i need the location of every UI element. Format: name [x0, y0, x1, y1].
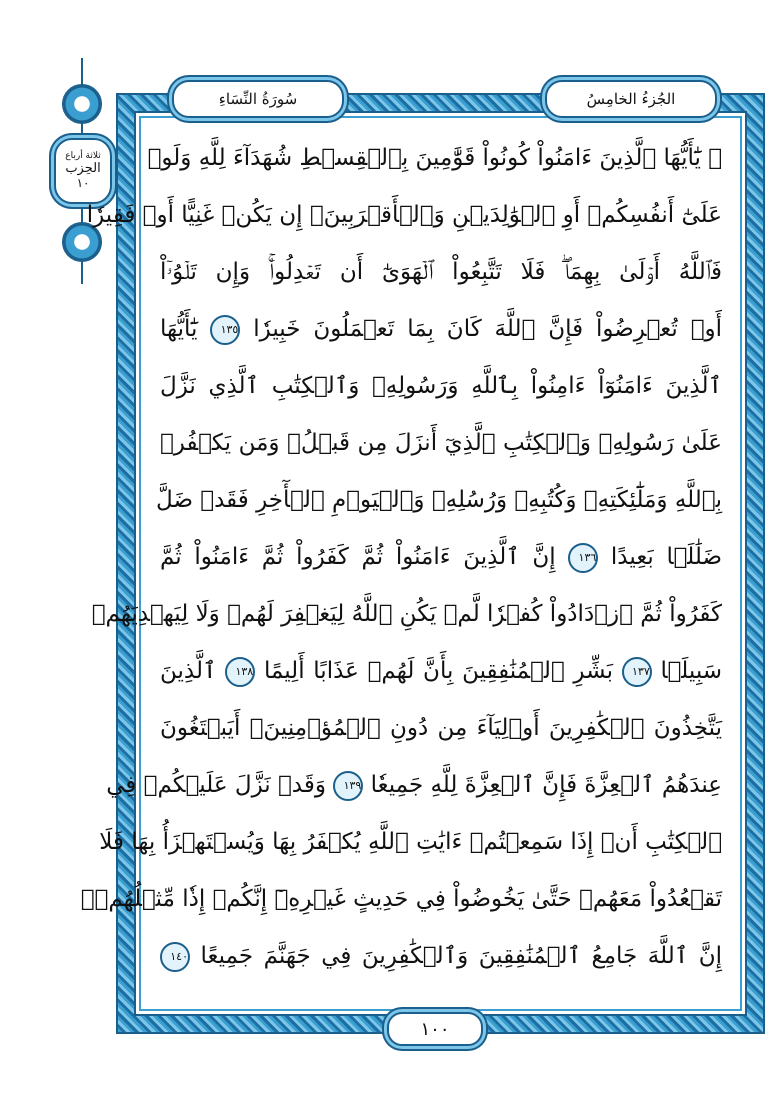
page-number-text: ١٠٠: [420, 1018, 450, 1040]
surah-name: سُورَةُ النِّسَاءِ: [218, 90, 298, 108]
text-line-12: عِندَهُمُ ٱلۡعِزَّةَ فَإِنَّ ٱلۡعِزَّةَ لِلَّهِ جَمِيعٗا ١٣٩ وَقَدۡ نَزَّلَ عَلَيۡكُمۡ فِي: [160, 757, 722, 813]
ayah-marker: ١٣٧: [622, 657, 652, 687]
juz-name: الجُزءُ الخامِسُ: [586, 90, 676, 108]
text-line-4: أَوۡ تُعۡرِضُواْ فَإِنَّ ٱللَّهَ كَانَ بِمَا تَعۡمَلُونَ خَبِيرٗا ١٣٥ يَٰٓأَيُّهَا: [160, 301, 722, 357]
surah-name-header: [172, 80, 344, 118]
ayah-marker: ١٤٠: [160, 942, 190, 972]
text-line-6: عَلَىٰ رَسُولِهِۦ وَٱلۡكِتَٰبِ ٱلَّذِيٓ أَنزَلَ مِن قَبۡلُۚ وَمَن يَكۡفُرۡ: [160, 430, 722, 456]
ayah-marker: ١٣٩: [333, 771, 363, 801]
hizb-marker: [60, 58, 104, 284]
page-number: [387, 1012, 483, 1046]
hizb-number: ١٠: [76, 175, 90, 190]
text-line-8: ضَلَٰلَۢا بَعِيدًا ١٣٦ إِنَّ ٱلَّذِينَ ءَامَنُواْ ثُمَّ كَفَرُواْ ثُمَّ ءَامَنُواْ ثُمَّ: [160, 529, 722, 585]
ayah-marker: ١٣٨: [225, 657, 255, 687]
top-medallion-ornament: [62, 84, 102, 124]
text-line-5: ٱلَّذِينَ ءَامَنُوٓاْ ءَامِنُواْ بِٱللَّهِ وَرَسُولِهِۦ وَٱلۡكِتَٰبِ ٱلَّذِي نَزَّلَ: [160, 373, 722, 399]
ayah-marker: ١٣٦: [568, 543, 598, 573]
text-line-15: إِنَّ ٱللَّهَ جَامِعُ ٱلۡمُنَٰفِقِينَ وَٱلۡكَٰفِرِينَ فِي جَهَنَّمَ جَمِيعًا ١٤٠: [160, 928, 722, 984]
text-line-11: يَتَّخِذُونَ ٱلۡكَٰفِرِينَ أَوۡلِيَآءَ مِن دُونِ ٱلۡمُؤۡمِنِينَۚ أَيَبۡتَغُونَ: [160, 715, 722, 741]
hizb-label: الحِزب: [65, 161, 101, 177]
hizb-quarter-label: ثلاثة أرباع: [65, 151, 101, 162]
text-line-10: سَبِيلَۢا ١٣٧ بَشِّرِ ٱلۡمُنَٰفِقِينَ بِأَنَّ لَهُمۡ عَذَابًا أَلِيمًا ١٣٨ ٱلَّذِينَ: [160, 643, 722, 699]
text-line-1: ۞ يَٰٓأَيُّهَا ٱلَّذِينَ ءَامَنُواْ كُونُواْ قَوَّٰمِينَ بِٱلۡقِسۡطِ شُهَدَآءَ لِلَّهِ وَلَوۡ: [147, 145, 722, 171]
text-line-3: فَٱللَّهُ أَوۡلَىٰ بِهِمَاۖ فَلَا تَتَّبِعُواْ ٱلۡهَوَىٰٓ أَن تَعۡدِلُواْۚ وَإِن تَلۡوُۥٓاْ: [160, 259, 722, 285]
juz-name-header: [545, 80, 717, 118]
ayah-marker: ١٣٥: [210, 315, 240, 345]
text-line-7: بِٱللَّهِ وَمَلَٰٓئِكَتِهِۦ وَكُتُبِهِۦ وَرُسُلِهِۦ وَٱلۡيَوۡمِ ٱلۡأٓخِرِ فَقَدۡ ضَلَّ: [156, 487, 722, 513]
text-line-9: كَفَرُواْ ثُمَّ ٱزۡدَادُواْ كُفۡرٗا لَّمۡ يَكُنِ ٱللَّهُ لِيَغۡفِرَ لَهُمۡ وَلَا لِيَهۡدِيَهُمۡ: [91, 601, 722, 627]
text-line-14: تَقۡعُدُواْ مَعَهُمۡ حَتَّىٰ يَخُوضُواْ فِي حَدِيثٍ غَيۡرِهِۦٓ إِنَّكُمۡ إِذٗا مِّثۡلُهُمۡۗ: [80, 886, 722, 912]
text-line-2: عَلَىٰٓ أَنفُسِكُمۡ أَوِ ٱلۡوَٰلِدَيۡنِ وَٱلۡأَقۡرَبِينَۚ إِن يَكُنۡ غَنِيًّا أَوۡ فَقِيرٗا: [86, 202, 722, 228]
text-line-13: ٱلۡكِتَٰبِ أَنۡ إِذَا سَمِعۡتُمۡ ءَايَٰتِ ٱللَّهِ يُكۡفَرُ بِهَا وَيُسۡتَهۡزَأُ بِهَا فَلَا: [99, 829, 722, 855]
